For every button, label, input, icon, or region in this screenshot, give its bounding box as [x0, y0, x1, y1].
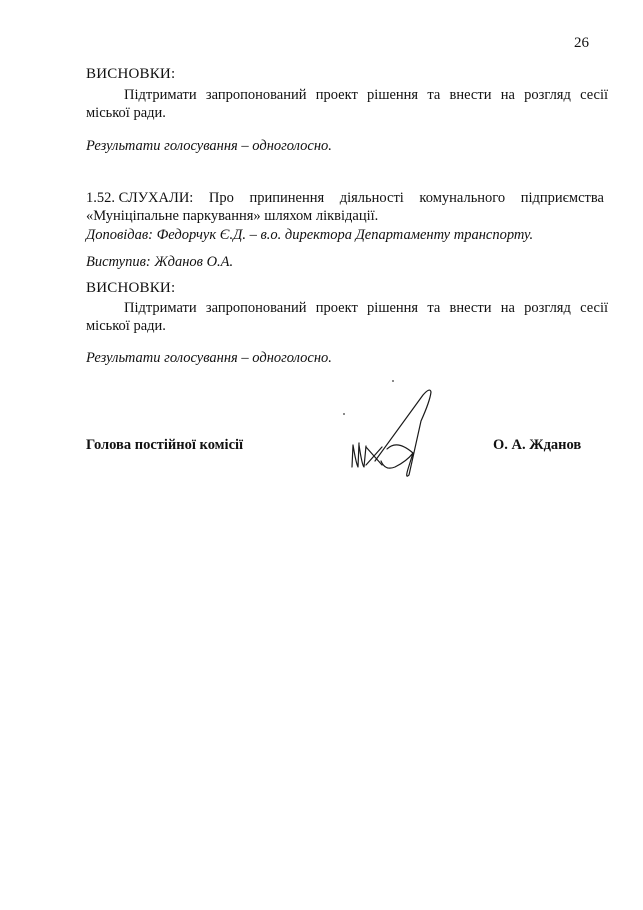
item-word: припинення	[249, 190, 325, 206]
chairman-name: О. А. Жданов	[493, 437, 582, 453]
agenda-item-1-52	[86, 189, 604, 225]
conclusions-text: Підтримати запропонований проект рішення та внести на розгляд сесії міської ради.	[86, 87, 608, 121]
signature	[335, 383, 445, 483]
agenda-item-first-line	[86, 189, 604, 207]
item-word: комунального	[419, 190, 506, 206]
item-word: Про	[208, 190, 234, 206]
agenda-item-second-line: «Муніціпальне паркування» шляхом ліквідації.	[86, 208, 379, 224]
item-number-label: 1.52. СЛУХАЛИ:	[86, 190, 194, 206]
voting-result: Результати голосування – одноголосно.	[86, 138, 332, 154]
item-word: діяльності	[339, 190, 404, 206]
speech-line: Виступив: Жданов О.А.	[86, 254, 234, 270]
conclusions-heading: ВИСНОВКИ:	[86, 280, 176, 296]
page-number: 26	[574, 35, 589, 51]
chairman-position: Голова постійної комісії	[86, 437, 244, 453]
reporter-line: Доповідав: Федорчук Є.Д. – в.о. директора Департаменту транспорту.	[86, 227, 534, 243]
conclusions-heading: ВИСНОВКИ:	[86, 66, 176, 82]
scan-speck	[392, 380, 394, 382]
conclusions-text: Підтримати запропонований проект рішення та внести на розгляд сесії міської ради.	[86, 300, 608, 334]
item-word: підприємства	[520, 190, 604, 206]
voting-result: Результати голосування – одноголосно.	[86, 350, 332, 366]
